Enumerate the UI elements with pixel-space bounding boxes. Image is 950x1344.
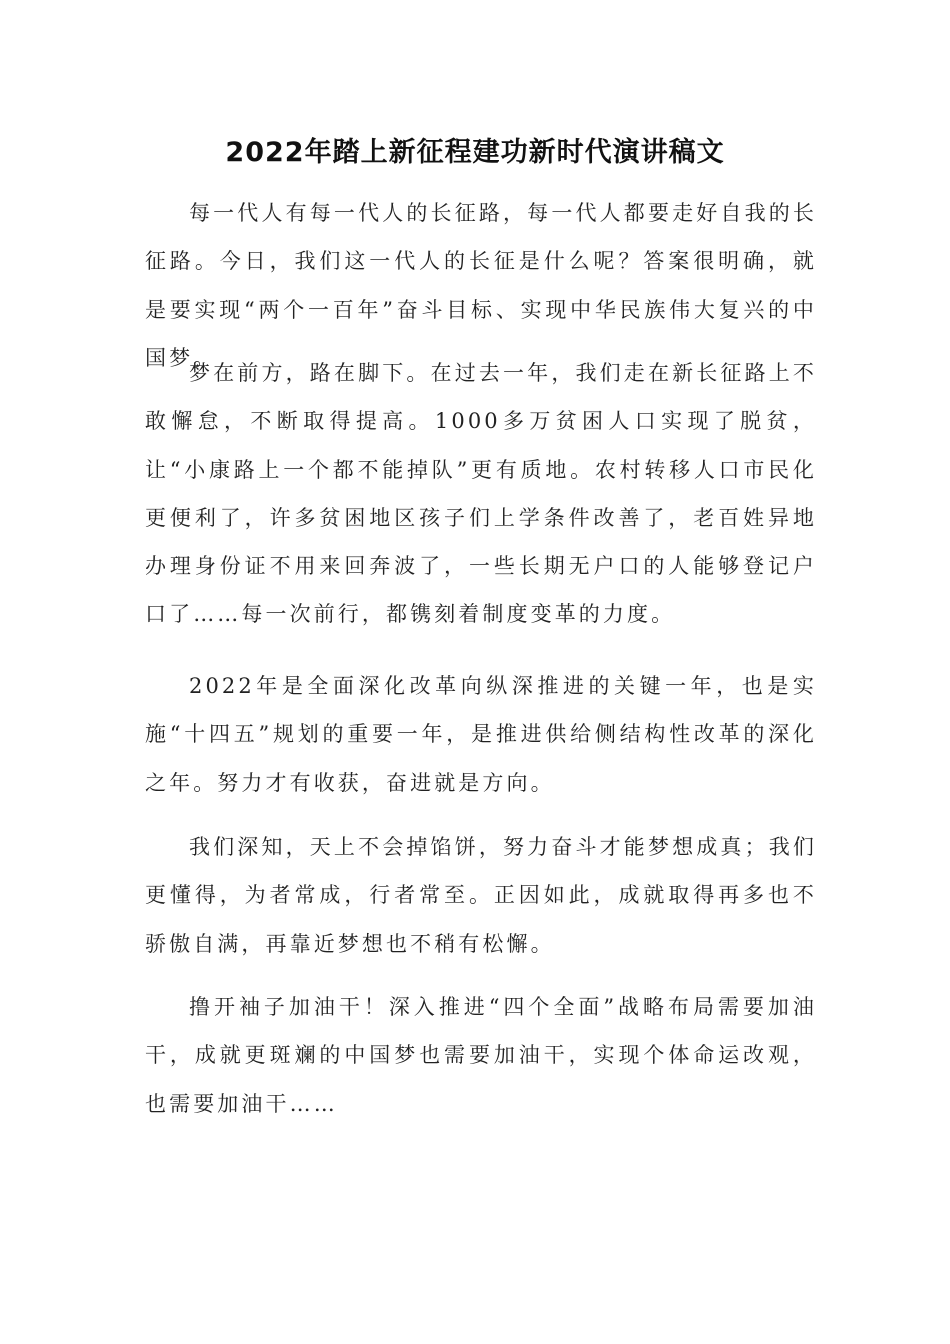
paragraph-4: 我们深知，天上不会掉馅饼，努力奋斗才能梦想成真；我们更懂得，为者常成，行者常至。正因如此，成就取得再多也不骄傲自满，再靠近梦想也不稍有松懈。 <box>145 835 817 956</box>
paragraph-5: 撸开袖子加油干！深入推进“四个全面”战略布局需要加油干，成就更斑斓的中国梦也需要加油干，实现个体命运改观，也需要加油干…… <box>145 995 817 1116</box>
paragraph-3: 2022年是全面深化改革向纵深推进的关键一年，也是实施“十四五”规划的重要一年，是推进供给侧结构性改革的深化之年。努力才有收获，奋进就是方向。 <box>145 674 817 795</box>
paragraph-1: 每一代人有每一代人的长征路，每一代人都要走好自我的长征路。今日，我们这一代人的长征是什么呢？答案很明确，就是要实现“两个一百年”奋斗目标、实现中华民族伟大复兴的中国梦。 <box>145 201 817 370</box>
document-title: 2022年踏上新征程建功新时代演讲稿文 <box>225 137 725 168</box>
paragraph-2: 梦在前方，路在脚下。在过去一年，我们走在新长征路上不敢懈怠，不断取得提高。1000多万贫困人口实现了脱贫，让“小康路上一个都不能掉队”更有质地。农村转移人口市民化更便利了，许多贫困地区孩子们上学条件改善了，老百姓异地办理身份证不用来回奔波了，一些长期无户口的人能够登记户口了……每一次前行，都镌刻着制度变革的力度。 <box>145 361 817 627</box>
